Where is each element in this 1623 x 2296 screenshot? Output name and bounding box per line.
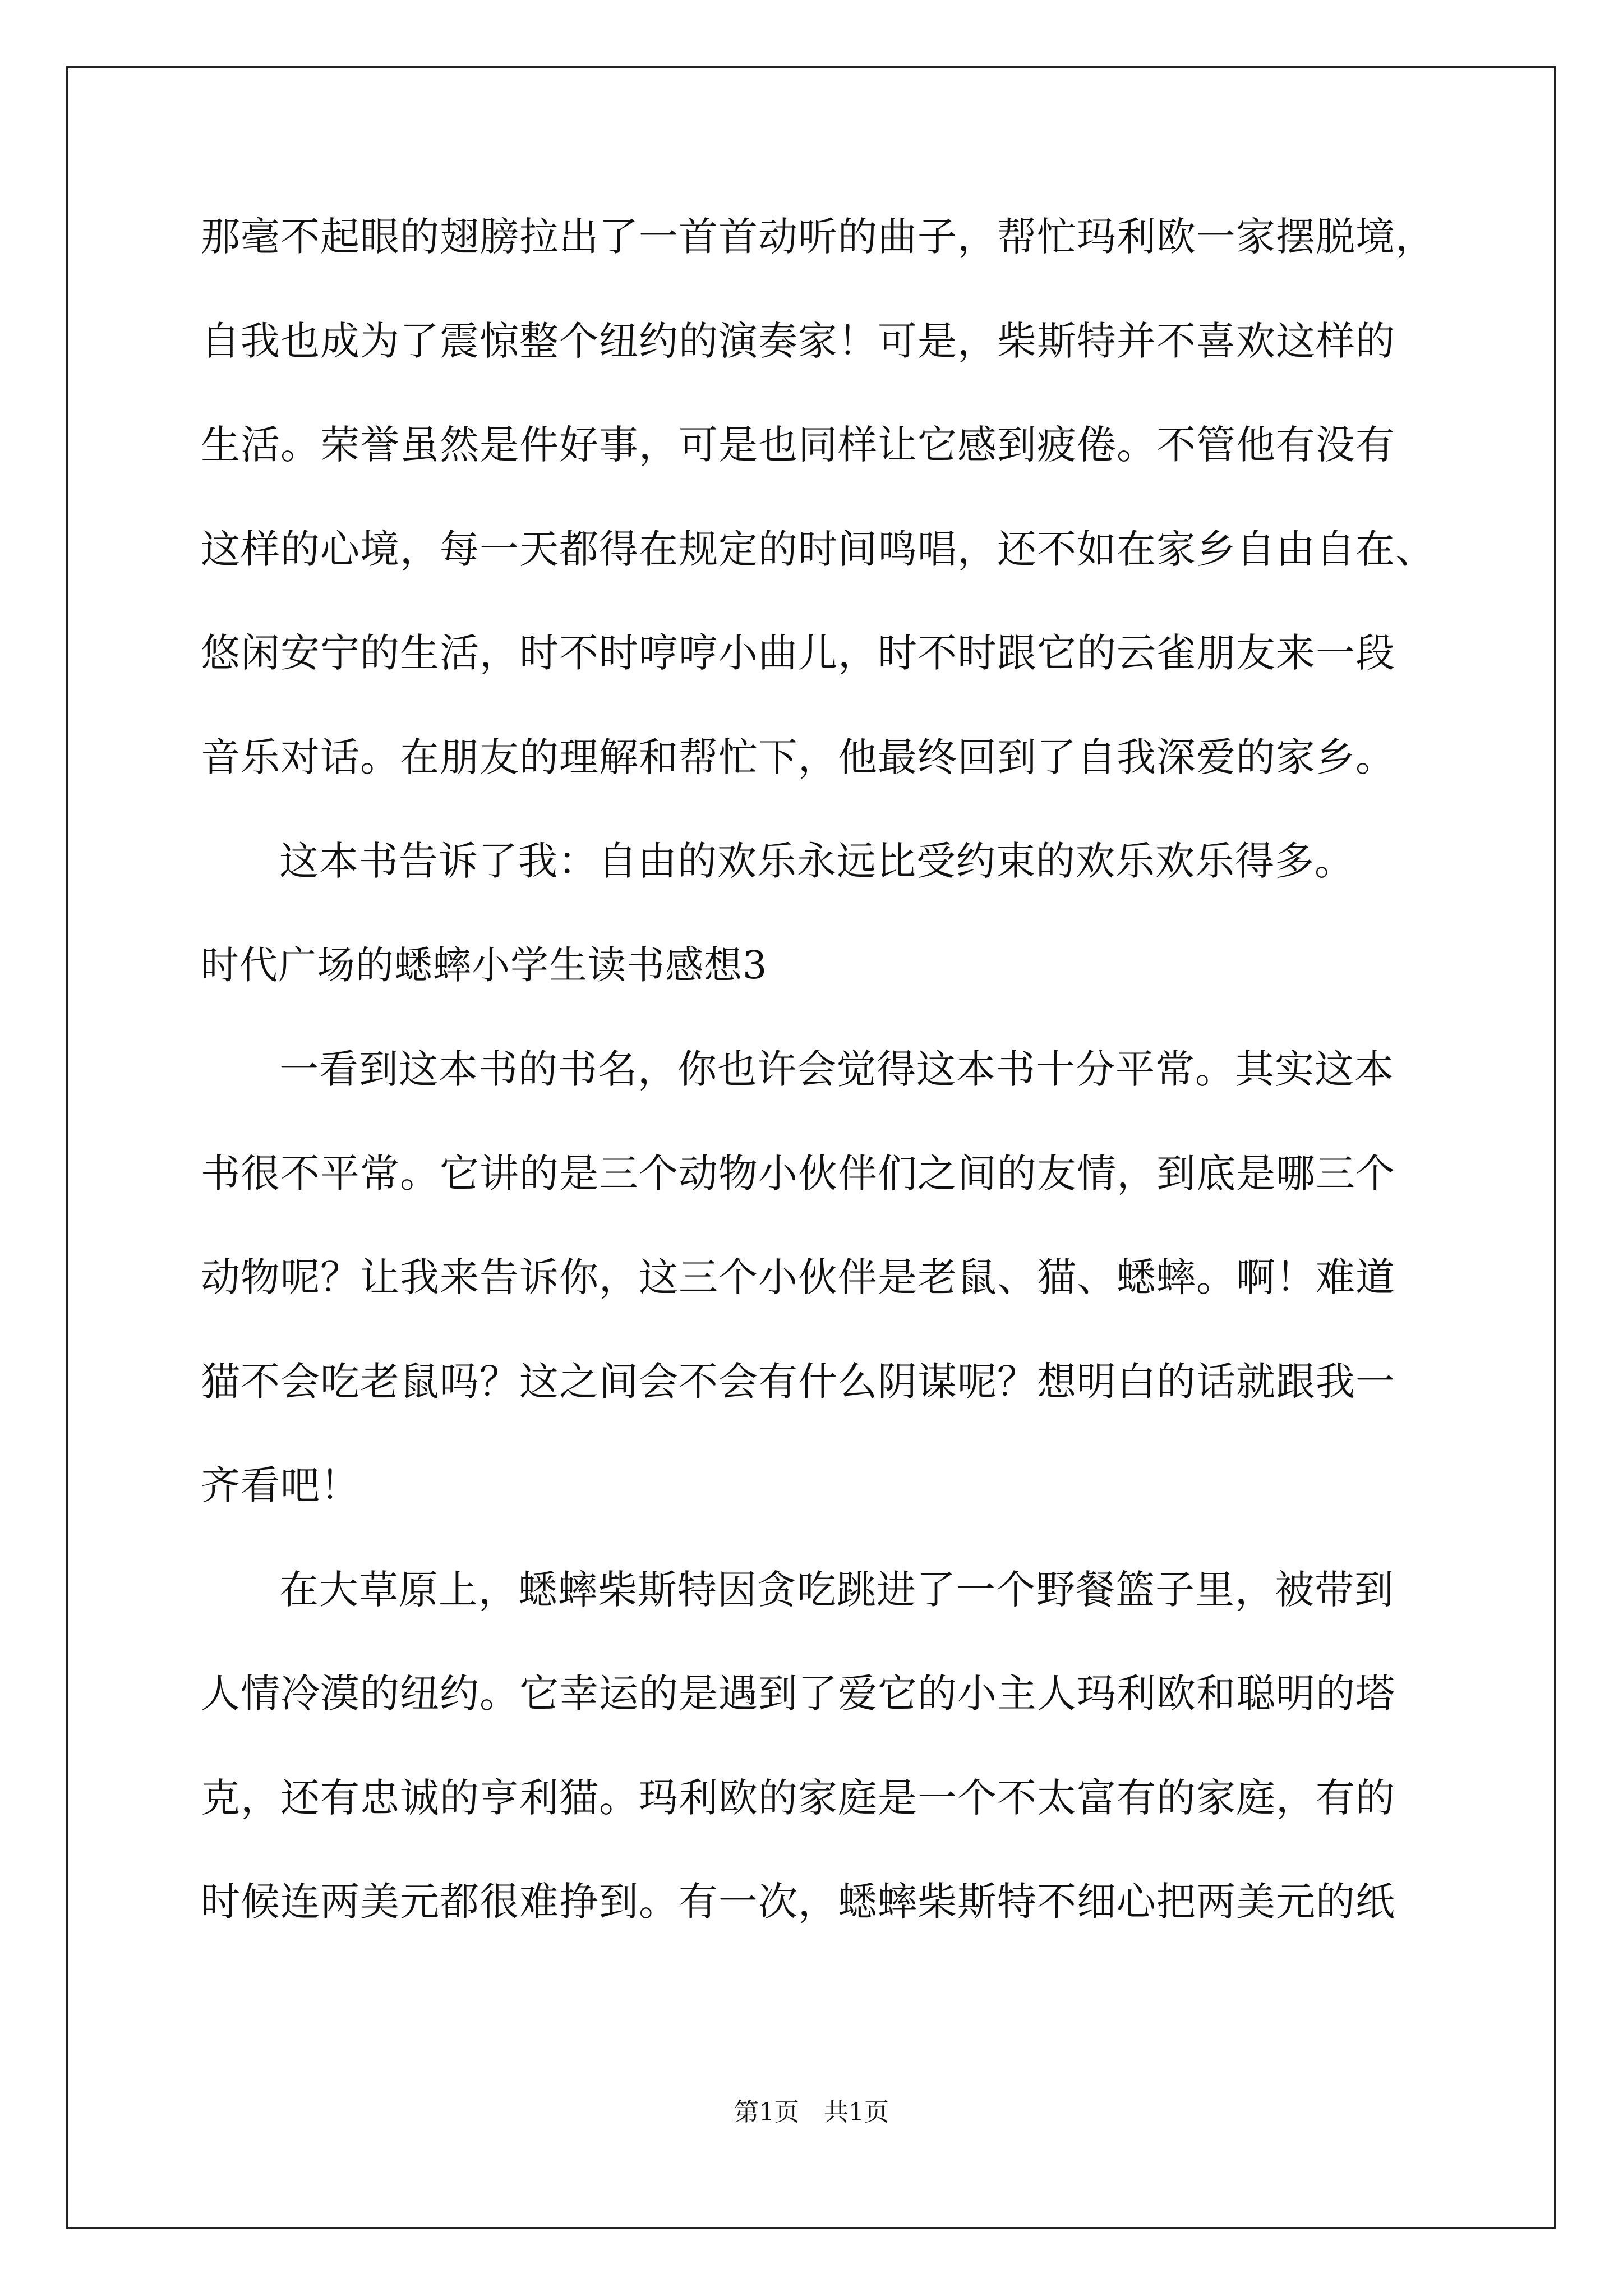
text-line: 音乐对话。在朋友的理解和帮忙下，他最终回到了自我深爱的家乡。 bbox=[201, 734, 1395, 780]
text-line: 书很不平常。它讲的是三个动物小伙伴们之间的友情，到底是哪三个 bbox=[201, 1150, 1395, 1197]
text-line: 悠闲安宁的生活，时不时哼哼小曲儿，时不时跟它的云雀朋友来一段 bbox=[201, 630, 1395, 676]
page-number-current: 第1页 bbox=[734, 2098, 799, 2127]
section-heading: 时代广场的蟋蟀小学生读书感想3 bbox=[201, 943, 768, 988]
text-line: 那毫不起眼的翅膀拉出了一首首动听的曲子，帮忙玛利欧一家摆脱境， bbox=[201, 214, 1435, 260]
text-line: 克，还有忠诚的亨利猫。玛利欧的家庭是一个不太富有的家庭，有的 bbox=[201, 1774, 1395, 1821]
page-footer bbox=[0, 2096, 1623, 2129]
text-line: 这样的心境，每一天都得在规定的时间鸣唱，还不如在家乡自由自在、 bbox=[201, 526, 1435, 572]
text-line: 动物呢？让我来告诉你，这三个小伙伴是老鼠、猫、蟋蟀。啊！难道 bbox=[201, 1254, 1395, 1300]
text-line: 自我也成为了震惊整个纽约的演奏家！可是，柴斯特并不喜欢这样的 bbox=[201, 318, 1395, 364]
text-line: 时候连两美元都很难挣到。有一次，蟋蟀柴斯特不细心把两美元的纸 bbox=[201, 1879, 1395, 1925]
text-line: 猫不会吃老鼠吗？这之间会不会有什么阴谋呢？想明白的话就跟我一 bbox=[201, 1358, 1395, 1405]
document-body bbox=[201, 185, 1440, 1954]
page-number-total: 共1页 bbox=[824, 2098, 889, 2127]
text-line: 生活。荣誉虽然是件好事，可是也同样让它感到疲倦。不管他有没有 bbox=[201, 422, 1395, 468]
paragraph-first-line: 这本书告诉了我：自由的欢乐永远比受约束的欢乐欢乐得多。 bbox=[279, 838, 1354, 884]
text-line: 人情冷漠的纽约。它幸运的是遇到了爱它的小主人玛利欧和聪明的塔 bbox=[201, 1671, 1395, 1717]
paragraph-first-line: 在大草原上，蟋蟀柴斯特因贪吃跳进了一个野餐篮子里，被带到 bbox=[279, 1566, 1394, 1613]
paragraph-first-line: 一看到这本书的书名，你也许会觉得这本书十分平常。其实这本 bbox=[279, 1046, 1394, 1092]
text-line: 齐看吧！ bbox=[201, 1462, 360, 1508]
